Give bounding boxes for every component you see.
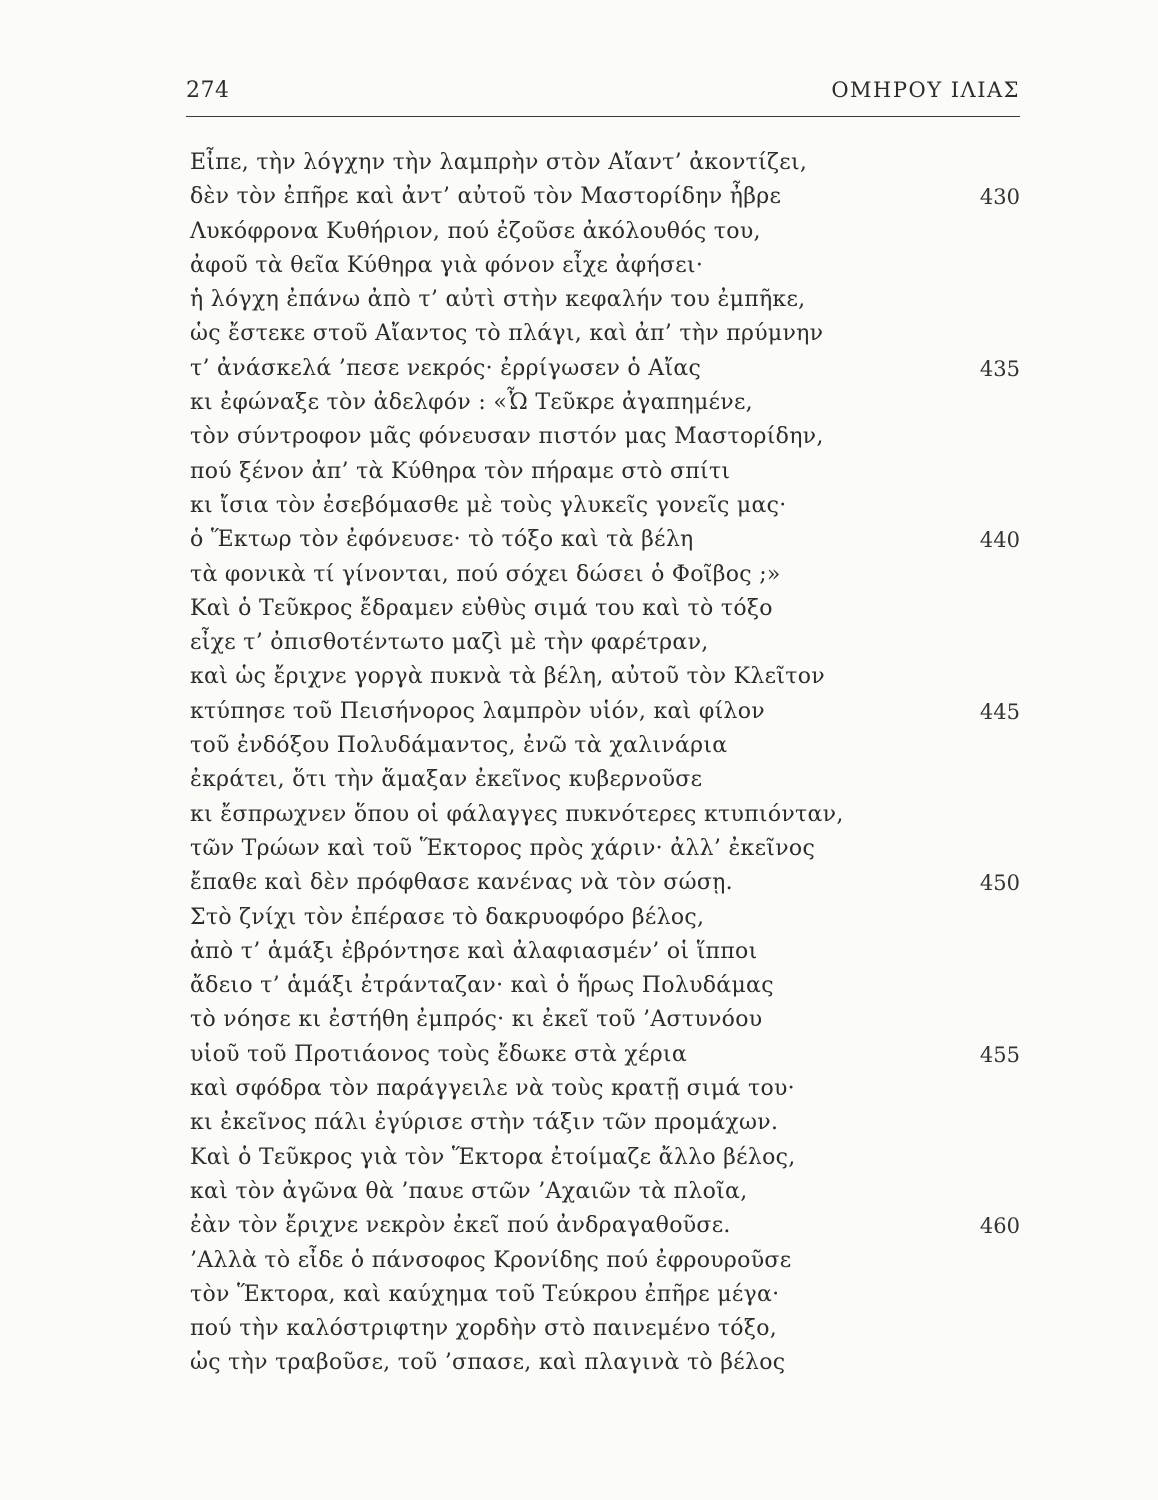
running-title: ΟΜΗΡΟΥ ΙΛΙΑΣ (831, 78, 1020, 102)
verse-text: τὸν σύντροφον μᾶς φόνευσαν πιστόν μας Μαστορίδην, (190, 424, 824, 450)
page-number: 274 (186, 78, 230, 103)
verse-line (190, 317, 1020, 351)
verse-text: ἐὰν τὸν ἔριχνε νεκρὸν ἐκεῖ πού ἀνδραγαθοῦσε. (190, 1213, 731, 1239)
verse-line (190, 283, 1020, 317)
verse-line (190, 1346, 1020, 1380)
verse-line (190, 1209, 1020, 1243)
verse-text: πού τὴν καλόστριφτην χορδὴν στὸ παινεμένο τόξο, (190, 1316, 778, 1342)
verse-text: ἡ λόγχη ἐπάνω ἀπὸ τ’ αὐτὶ στὴν κεφαλήν του ἐμπῆκε, (190, 287, 806, 313)
verse-block (190, 146, 1020, 1381)
line-number: 450 (979, 871, 1020, 896)
line-number: 445 (979, 699, 1020, 724)
line-number: 440 (979, 528, 1020, 553)
verse-text: κι ἐφώναξε τὸν ἀδελφόν : «Ὦ Τεῦκρε ἀγαπημένε, (190, 390, 753, 416)
verse-text: Καὶ ὁ Τεῦκρος γιὰ τὸν Ἕκτορα ἐτοίμαζε ἄλλο βέλος, (190, 1144, 796, 1170)
verse-text: τ’ ἀνάσκελά ’πεσε νεκρός· ἐρρίγωσεν ὁ Αἴας (190, 355, 702, 381)
verse-text: τοῦ ἐνδόξου Πολυδάμαντος, ἐνῶ τὰ χαλινάρια (190, 733, 728, 759)
verse-line (190, 832, 1020, 866)
verse-line (190, 1003, 1020, 1037)
verse-text: τῶν Τρώων καὶ τοῦ Ἕκτορος πρὸς χάριν· ἀλλ’ ἐκεῖνος (190, 835, 816, 861)
verse-line (190, 729, 1020, 763)
verse-text: εἶχε τ’ ὀπισθοτέντωτο μαζὶ μὲ τὴν φαρέτραν, (190, 630, 709, 656)
verse-line (190, 935, 1020, 969)
header-rule (186, 116, 1020, 117)
verse-text: Στὸ ζνίχι τὸν ἐπέρασε τὸ δακρυοφόρο βέλος, (190, 904, 705, 930)
verse-line (190, 558, 1020, 592)
verse-line (190, 180, 1020, 214)
verse-line (190, 660, 1020, 694)
verse-text: κι ἔσπρωχνεν ὅπου οἱ φάλαγγες πυκνότερες κτυπιόνταν, (190, 801, 844, 827)
verse-line (190, 1175, 1020, 1209)
verse-line (190, 523, 1020, 557)
verse-line (190, 215, 1020, 249)
verse-line (190, 146, 1020, 180)
verse-text: ὁ Ἕκτωρ τὸν ἐφόνευσε· τὸ τόξο καὶ τὰ βέλη (190, 527, 694, 553)
verse-line (190, 1312, 1020, 1346)
verse-text: καὶ τὸν ἀγῶνα θὰ ’παυε στῶν ’Αχαιῶν τὰ πλοῖα, (190, 1178, 748, 1204)
verse-line (190, 1106, 1020, 1140)
verse-line (190, 592, 1020, 626)
verse-text: κτύπησε τοῦ Πεισήνορος λαμπρὸν υἱόν, καὶ φίλον (190, 698, 765, 724)
verse-text: τὰ φονικὰ τί γίνονται, πού σόχει δώσει ὁ Φοῖβος ;» (190, 561, 781, 587)
page-header (186, 78, 1020, 118)
verse-line (190, 626, 1020, 660)
verse-line (190, 455, 1020, 489)
verse-line (190, 901, 1020, 935)
verse-line (190, 489, 1020, 523)
verse-text: ὡς ἔστεκε στοῦ Αἴαντος τὸ πλάγι, καὶ ἀπ’ τὴν πρύμνην (190, 321, 824, 347)
verse-text: ἔπαθε καὶ δὲν πρόφθασε κανένας νὰ τὸν σώσῃ. (190, 870, 733, 896)
verse-text: ὡς τὴν τραβοῦσε, τοῦ ’σπασε, καὶ πλαγινὰ τὸ βέλος (190, 1350, 786, 1376)
line-number: 435 (979, 356, 1020, 381)
verse-line (190, 1244, 1020, 1278)
verse-text: τὸ νόησε κι ἐστήθη ἐμπρός· κι ἐκεῖ τοῦ ’Αστυνόου (190, 1007, 763, 1033)
verse-line (190, 763, 1020, 797)
verse-line (190, 420, 1020, 454)
verse-text: ἐκράτει, ὅτι τὴν ἅμαξαν ἐκεῖνος κυβερνοῦσε (190, 767, 703, 793)
verse-text: ’Αλλὰ τὸ εἶδε ὁ πάνσοφος Κρονίδης πού ἐφρουροῦσε (190, 1247, 792, 1273)
verse-line (190, 695, 1020, 729)
verse-line (190, 1141, 1020, 1175)
verse-line (190, 352, 1020, 386)
verse-text: πού ξένον ἀπ’ τὰ Κύθηρα τὸν πήραμε στὸ σπίτι (190, 458, 731, 484)
verse-text: Καὶ ὁ Τεῦκρος ἔδραμεν εὐθὺς σιμά του καὶ τὸ τόξο (190, 595, 773, 621)
verse-line (190, 249, 1020, 283)
verse-text: Λυκόφρονα Κυθήριον, πού ἐζοῦσε ἀκόλουθός του, (190, 218, 761, 244)
verse-text: καὶ ὡς ἔριχνε γοργὰ πυκνὰ τὰ βέλη, αὐτοῦ τὸν Κλεῖτον (190, 664, 825, 690)
verse-text: καὶ σφόδρα τὸν παράγγειλε νὰ τοὺς κρατῇ σιμά του· (190, 1076, 795, 1102)
verse-line (190, 1278, 1020, 1312)
verse-text: κι ἴσια τὸν ἐσεβόμασθε μὲ τοὺς γλυκεῖς γονεῖς μας· (190, 492, 787, 518)
verse-text: ἀφοῦ τὰ θεῖα Κύθηρα γιὰ φόνον εἶχε ἀφήσει· (190, 252, 704, 278)
verse-text: ἀπὸ τ’ ἁμάξι ἐβρόντησε καὶ ἀλαφιασμέν’ οἱ ἵπποι (190, 938, 758, 964)
line-number: 460 (979, 1214, 1020, 1239)
line-number: 455 (979, 1042, 1020, 1067)
verse-text: κι ἐκεῖνος πάλι ἐγύρισε στὴν τάξιν τῶν προμάχων. (190, 1110, 779, 1136)
verse-text: δὲν τὸν ἐπῆρε καὶ ἀντ’ αὐτοῦ τὸν Μαστορίδην ἦβρε (190, 184, 782, 210)
verse-text: υἱοῦ τοῦ Προτιάονος τοὺς ἔδωκε στὰ χέρια (190, 1041, 688, 1067)
verse-line (190, 1038, 1020, 1072)
verse-line (190, 386, 1020, 420)
verse-text: τὸν Ἕκτορα, καὶ καύχημα τοῦ Τεύκρου ἐπῆρε μέγα· (190, 1281, 780, 1307)
verse-line (190, 798, 1020, 832)
verse-line (190, 969, 1020, 1003)
verse-line (190, 866, 1020, 900)
verse-text: ἄδειο τ’ ἁμάξι ἐτράνταζαν· καὶ ὁ ἥρως Πολυδάμας (190, 973, 774, 999)
verse-text: Εἶπε, τὴν λόγχην τὴν λαμπρὴν στὸν Αἴαντ’ ἀκοντίζει, (190, 150, 808, 175)
verse-line (190, 1072, 1020, 1106)
line-number: 430 (979, 185, 1020, 210)
